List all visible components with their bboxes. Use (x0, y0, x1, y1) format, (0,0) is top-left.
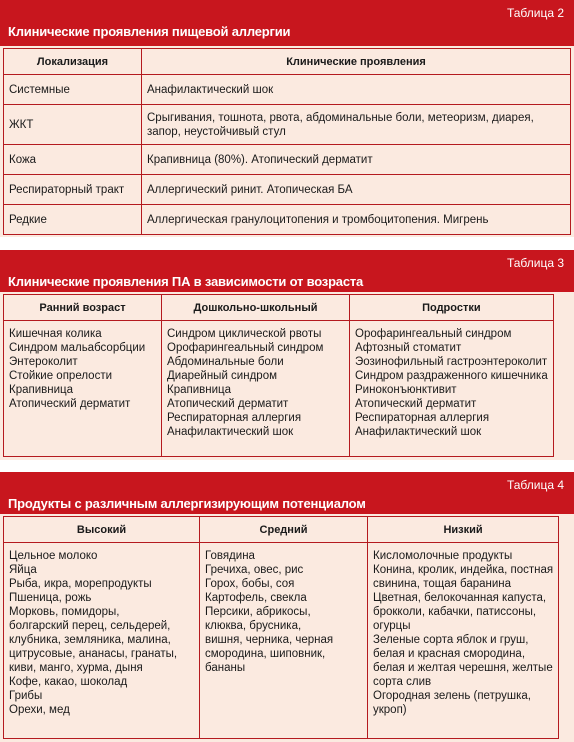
row-label: Системные (4, 75, 142, 105)
list-item: Синдром раздраженного кишечника (355, 370, 548, 382)
list-item: Цветная, белокочанная капуста, (373, 592, 547, 604)
list-item: клубника, земляника, малина, (9, 634, 171, 646)
list-item: брокколи, кабачки, патиссоны, (373, 606, 537, 618)
table-row (4, 105, 571, 145)
column-header: Ранний возраст (4, 295, 162, 321)
list-item: бананы (205, 662, 246, 674)
column-header: Средний (200, 517, 368, 543)
table-3-grid (3, 294, 554, 457)
column-header: Клинические проявления (142, 49, 571, 75)
table-3 (0, 250, 574, 460)
column-list-low (368, 543, 559, 739)
row-value: Аллергическая гранулоцитопения и тромбоцитопения. Мигрень (142, 205, 571, 235)
list-item: Анафилактический шок (355, 426, 482, 438)
list-item: Синдром циклической рвоты (167, 328, 322, 340)
list-item: Кисломолочные продукты (373, 550, 513, 562)
list-item: Эозинофильный гастроэнтероколит (355, 356, 548, 368)
table-2-grid (3, 48, 571, 235)
list-item: Абдоминальные боли (167, 356, 284, 368)
list-item: Атопический дерматит (167, 398, 289, 410)
table-2-header-band (0, 0, 574, 46)
table-number: Таблица 4 (506, 478, 564, 492)
list-item: Гречиха, овес, рис (205, 564, 304, 576)
column-header: Дошкольно-школьный (162, 295, 350, 321)
list-item: Яйца (9, 564, 37, 576)
table-4-grid (3, 516, 559, 739)
list-item: Риноконъюнктивит (355, 384, 457, 396)
list-item: Персики, абрикосы, (205, 606, 311, 618)
column-list-school (162, 321, 350, 457)
table-number: Таблица 2 (506, 6, 564, 20)
row-label: Респираторный тракт (4, 175, 142, 205)
table-row (4, 205, 571, 235)
list-item: Респираторная аллергия (167, 412, 302, 424)
list-item: Афтозный стоматит (355, 342, 462, 354)
row-value: Аллергический ринит. Атопическая БА (142, 175, 571, 205)
list-item: Атопический дерматит (355, 398, 477, 410)
table-4 (0, 472, 574, 742)
list-item: Цельное молоко (9, 550, 98, 562)
list-item: Морковь, помидоры, (9, 606, 120, 618)
list-item: Орехи, мед (9, 704, 70, 716)
row-value: Крапивница (80%). Атопический дерматит (142, 145, 571, 175)
table-4-header-band (0, 472, 574, 514)
list-item: киви, манго, хурма, дыня (9, 662, 143, 674)
list-item: Кишечная колика (9, 328, 102, 340)
table-3-header-band (0, 250, 574, 292)
table-row (4, 175, 571, 205)
list-item: Рыба, икра, морепродукты (9, 578, 152, 590)
list-item: белая и желтая черешня, желтые (373, 662, 553, 674)
list-item: Горох, бобы, соя (205, 578, 295, 590)
table-title: Клинические проявления пищевой аллергии (8, 24, 291, 39)
list-item: Энтероколит (9, 356, 78, 368)
list-item: свинина, тощая баранина (373, 578, 512, 590)
list-item: Огородная зелень (петрушка, (373, 690, 531, 702)
list-item: Атопический дерматит (9, 398, 131, 410)
table-row (4, 75, 571, 105)
list-item: укроп) (373, 704, 407, 716)
table-row (4, 145, 571, 175)
list-item: Грибы (9, 690, 43, 702)
column-header: Локализация (4, 49, 142, 75)
column-list-high (4, 543, 200, 739)
list-item: Кофе, какао, шоколад (9, 676, 128, 688)
column-list-early (4, 321, 162, 457)
list-item: болгарский перец, сельдерей, (9, 620, 171, 632)
list-item: Конина, кролик, индейка, постная (373, 564, 554, 576)
table-2 (0, 0, 574, 237)
list-item: Зеленые сорта яблок и груш, (373, 634, 529, 646)
column-list-medium (200, 543, 368, 739)
list-item: Респираторная аллергия (355, 412, 490, 424)
column-header: Низкий (368, 517, 559, 543)
row-value: Анафилактический шок (142, 75, 571, 105)
list-item: Анафилактический шок (167, 426, 294, 438)
row-label: Кожа (4, 145, 142, 175)
list-item: Пшеница, рожь (9, 592, 92, 604)
list-item: Крапивница (167, 384, 232, 396)
list-item: Орофарингеальный синдром (167, 342, 324, 354)
column-list-teen (350, 321, 554, 457)
list-item: белая и красная смородина, (373, 648, 526, 660)
list-item: Диарейный синдром (167, 370, 277, 382)
row-label: ЖКТ (4, 105, 142, 145)
list-item: Орофарингеальный синдром (355, 328, 512, 340)
list-item: вишня, черника, черная (205, 634, 334, 646)
row-label: Редкие (4, 205, 142, 235)
list-item: смородина, шиповник, (205, 648, 326, 660)
list-item: цитрусовые, ананасы, гранаты, (9, 648, 178, 660)
column-header: Подростки (350, 295, 554, 321)
table-title: Клинические проявления ПА в зависимости от возраста (8, 274, 364, 289)
list-item: клюква, брусника, (205, 620, 302, 632)
list-item: Говядина (205, 550, 255, 562)
list-item: сорта слив (373, 676, 432, 688)
table-number: Таблица 3 (506, 256, 564, 270)
list-item: Картофель, свекла (205, 592, 307, 604)
list-item: Стойкие опрелости (9, 370, 113, 382)
list-item: огурцы (373, 620, 411, 632)
row-value: Срыгивания, тошнота, рвота, абдоминальные боли, метеоризм, диарея, запор, неустойчивый стул (142, 105, 571, 145)
table-title: Продукты с различным аллергизирующим потенциалом (8, 496, 366, 511)
list-item: Крапивница (9, 384, 74, 396)
list-item: Синдром мальабсорбции (9, 342, 146, 354)
column-header: Высокий (4, 517, 200, 543)
